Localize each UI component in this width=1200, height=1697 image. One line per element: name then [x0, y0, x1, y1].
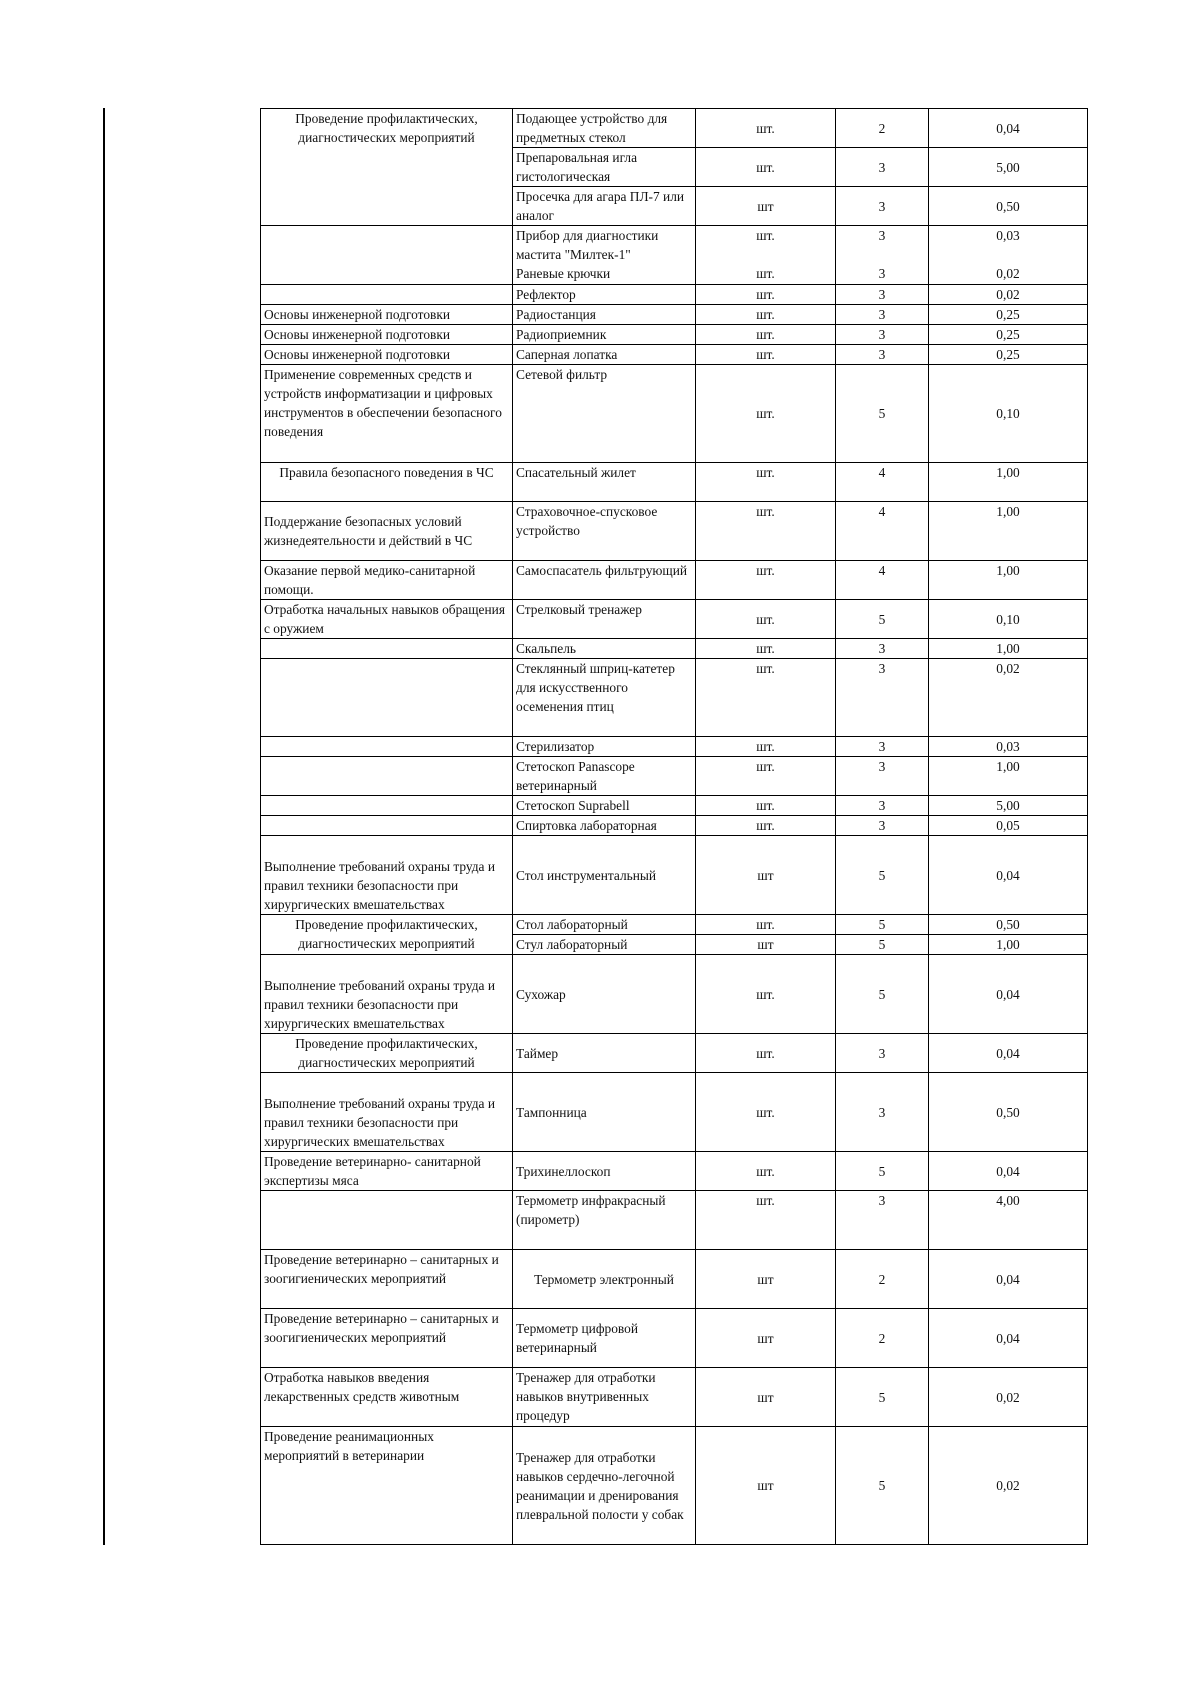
table-row: [261, 1427, 1088, 1545]
activity-cell: Основы инженерной подготовки: [261, 305, 513, 325]
coefficient-cell: 0,04: [929, 109, 1088, 148]
coefficient-cell: 0,50: [929, 915, 1088, 935]
activity-cell: [261, 796, 513, 816]
item-cell: Стрелковый тренажер: [513, 600, 696, 639]
table-row: [261, 737, 1088, 757]
table-row: [261, 561, 1088, 600]
unit-cell: шт.: [696, 325, 836, 345]
quantity-cell: 3: [836, 816, 929, 836]
unit-cell: [696, 226, 836, 285]
quantity-cell: 3: [836, 1034, 929, 1073]
unit-cell: шт.: [696, 600, 836, 639]
quantity-cell: 4: [836, 561, 929, 600]
activity-cell: Проведение ветеринарно – санитарных и зоогигиенических мероприятий: [261, 1309, 513, 1368]
quantity-cell-value: 3: [878, 266, 886, 281]
table-row: [261, 915, 1088, 935]
unit-cell: шт.: [696, 502, 836, 561]
unit-cell: шт.: [696, 365, 836, 463]
quantity-cell: [836, 226, 929, 285]
unit-cell: шт.: [696, 109, 836, 148]
unit-cell: шт.: [696, 955, 836, 1034]
quantity-cell: 3: [836, 757, 929, 796]
activity-cell: Проведение реанимационных мероприятий в ветеринарии: [261, 1427, 513, 1545]
activity-cell: Проведение ветеринарно – санитарных и зоогигиенических мероприятий: [261, 1250, 513, 1309]
table-row: [261, 600, 1088, 639]
item-cell: Тренажер для отработки навыков сердечно-легочной реанимации и дренирования плевральной полости у собак: [513, 1427, 696, 1545]
coefficient-cell: 0,10: [929, 365, 1088, 463]
quantity-cell: 5: [836, 955, 929, 1034]
activity-cell: Проведение ветеринарно- санитарной экспертизы мяса: [261, 1152, 513, 1191]
quantity-cell: 3: [836, 345, 929, 365]
coefficient-cell: 1,00: [929, 463, 1088, 502]
table-row: [261, 1309, 1088, 1368]
quantity-cell: 4: [836, 502, 929, 561]
activity-cell: [261, 816, 513, 836]
unit-cell: шт: [696, 1250, 836, 1309]
coefficient-cell: 1,00: [929, 561, 1088, 600]
table-row: [261, 345, 1088, 365]
item-cell: Стетоскоп Suprabell: [513, 796, 696, 816]
item-cell: Радиостанция: [513, 305, 696, 325]
coefficient-cell: 0,03: [929, 737, 1088, 757]
table-row: [261, 109, 1088, 148]
item-cell: Стол инструментальный: [513, 836, 696, 915]
item-cell: Стерилизатор: [513, 737, 696, 757]
coefficient-cell-value: 0,03: [996, 228, 1020, 243]
table-row: [261, 1250, 1088, 1309]
coefficient-cell: 0,04: [929, 1250, 1088, 1309]
table-row: [261, 1073, 1088, 1152]
item-cell: Самоспасатель фильтрующий: [513, 561, 696, 600]
table-row: [261, 1152, 1088, 1191]
coefficient-cell-value: 0,02: [996, 266, 1020, 281]
unit-cell: шт: [696, 187, 836, 226]
coefficient-cell: 4,00: [929, 1191, 1088, 1250]
item-cell: Саперная лопатка: [513, 345, 696, 365]
coefficient-cell: 0,25: [929, 305, 1088, 325]
table-row: [261, 285, 1088, 305]
quantity-cell: 3: [836, 659, 929, 737]
unit-cell: шт.: [696, 463, 836, 502]
quantity-cell: 5: [836, 836, 929, 915]
quantity-cell: 3: [836, 1073, 929, 1152]
item-cell: Спиртовка лабораторная: [513, 816, 696, 836]
equipment-table: [260, 108, 1088, 1545]
activity-cell: [261, 285, 513, 305]
quantity-cell: 3: [836, 148, 929, 187]
table-row: [261, 757, 1088, 796]
item-cell: Тренажер для отработки навыков внутривенных процедур: [513, 1368, 696, 1427]
activity-cell: Основы инженерной подготовки: [261, 325, 513, 345]
table-row: [261, 836, 1088, 915]
coefficient-cell: 0,50: [929, 187, 1088, 226]
coefficient-cell: 1,00: [929, 502, 1088, 561]
equipment-table-body: [261, 109, 1088, 1545]
table-row: [261, 659, 1088, 737]
quantity-cell: 3: [836, 639, 929, 659]
unit-cell: шт.: [696, 816, 836, 836]
quantity-cell: 3: [836, 285, 929, 305]
unit-cell: шт.: [696, 1034, 836, 1073]
quantity-cell: 5: [836, 1152, 929, 1191]
coefficient-cell: 1,00: [929, 757, 1088, 796]
unit-cell: шт: [696, 935, 836, 955]
table-row: [261, 1191, 1088, 1250]
item-cell: Радиоприемник: [513, 325, 696, 345]
quantity-cell: 3: [836, 1191, 929, 1250]
item-cell: Страховочное-спусковое устройство: [513, 502, 696, 561]
coefficient-cell: 1,00: [929, 935, 1088, 955]
item-cell: Скальпель: [513, 639, 696, 659]
activity-cell: Оказание первой медико-санитарной помощи.: [261, 561, 513, 600]
coefficient-cell: 0,05: [929, 816, 1088, 836]
table-row: [261, 463, 1088, 502]
item-cell: Рефлектор: [513, 285, 696, 305]
unit-cell: шт.: [696, 305, 836, 325]
activity-cell: Применение современных средств и устройств информатизации и цифровых инструментов в обеспечении безопасного поведения: [261, 365, 513, 463]
table-row: [261, 1034, 1088, 1073]
item-cell: Стеклянный шприц-катетер для искусственного осеменения птиц: [513, 659, 696, 737]
item-cell: [513, 226, 696, 285]
unit-cell: шт: [696, 1427, 836, 1545]
coefficient-cell: 0,04: [929, 1309, 1088, 1368]
item-cell-value: Раневые крючки: [516, 266, 611, 281]
coefficient-cell: 0,50: [929, 1073, 1088, 1152]
unit-cell: шт.: [696, 345, 836, 365]
coefficient-cell: 0,02: [929, 285, 1088, 305]
unit-cell: шт.: [696, 757, 836, 796]
quantity-cell-value: 3: [878, 228, 886, 243]
table-row: [261, 796, 1088, 816]
unit-cell: шт.: [696, 1073, 836, 1152]
quantity-cell: 2: [836, 1250, 929, 1309]
table-row: [261, 305, 1088, 325]
unit-cell: шт.: [696, 285, 836, 305]
item-cell: Подающее устройство для предметных стекол: [513, 109, 696, 148]
coefficient-cell: 1,00: [929, 639, 1088, 659]
table-row: [261, 325, 1088, 345]
coefficient-cell: 0,04: [929, 955, 1088, 1034]
coefficient-cell: 0,02: [929, 1427, 1088, 1545]
quantity-cell: 5: [836, 935, 929, 955]
activity-cell: Отработка навыков введения лекарственных средств животным: [261, 1368, 513, 1427]
quantity-cell: 5: [836, 1368, 929, 1427]
unit-cell: шт.: [696, 1152, 836, 1191]
activity-cell: [261, 639, 513, 659]
coefficient-cell: 0,02: [929, 1368, 1088, 1427]
coefficient-cell: 5,00: [929, 796, 1088, 816]
item-cell: Трихинеллоскоп: [513, 1152, 696, 1191]
table-row: [261, 639, 1088, 659]
quantity-cell: 3: [836, 796, 929, 816]
unit-cell: шт.: [696, 737, 836, 757]
item-cell: Сухожар: [513, 955, 696, 1034]
coefficient-cell: 0,02: [929, 659, 1088, 737]
unit-cell-value: шт.: [756, 266, 775, 281]
item-cell: Стетоскоп Panascope ветеринарный: [513, 757, 696, 796]
coefficient-cell: 0,04: [929, 1152, 1088, 1191]
table-row: [261, 226, 1088, 285]
unit-cell: шт: [696, 1309, 836, 1368]
activity-cell: Отработка начальных навыков обращения с оружием: [261, 600, 513, 639]
activity-cell: Поддержание безопасных условий жизнедеятельности и действий в ЧС: [261, 502, 513, 561]
coefficient-cell: 0,04: [929, 836, 1088, 915]
item-cell: Таймер: [513, 1034, 696, 1073]
coefficient-cell: 0,25: [929, 345, 1088, 365]
unit-cell: шт.: [696, 148, 836, 187]
quantity-cell: 5: [836, 600, 929, 639]
item-cell: Просечка для агара ПЛ-7 или аналог: [513, 187, 696, 226]
activity-cell: Основы инженерной подготовки: [261, 345, 513, 365]
quantity-cell: 4: [836, 463, 929, 502]
activity-cell: [261, 1191, 513, 1250]
activity-cell: [261, 226, 513, 285]
table-row: [261, 365, 1088, 463]
activity-cell: [261, 737, 513, 757]
activity-cell: Выполнение требований охраны труда и правил техники безопасности при хирургических вмешательствах: [261, 1073, 513, 1152]
quantity-cell: 3: [836, 187, 929, 226]
unit-cell: шт.: [696, 915, 836, 935]
item-cell: Спасательный жилет: [513, 463, 696, 502]
coefficient-cell: 0,04: [929, 1034, 1088, 1073]
unit-cell: шт: [696, 836, 836, 915]
activity-cell: Правила безопасного поведения в ЧС: [261, 463, 513, 502]
unit-cell: шт.: [696, 796, 836, 816]
item-cell: Тампонница: [513, 1073, 696, 1152]
quantity-cell: 3: [836, 325, 929, 345]
table-row: [261, 502, 1088, 561]
item-cell: Сетевой фильтр: [513, 365, 696, 463]
activity-cell: [261, 757, 513, 796]
quantity-cell: 3: [836, 737, 929, 757]
coefficient-cell: 0,10: [929, 600, 1088, 639]
quantity-cell: 3: [836, 305, 929, 325]
coefficient-cell: [929, 226, 1088, 285]
item-cell: Стол лабораторный: [513, 915, 696, 935]
item-cell: Термометр цифровой ветеринарный: [513, 1309, 696, 1368]
quantity-cell: 5: [836, 1427, 929, 1545]
unit-cell: шт.: [696, 1191, 836, 1250]
unit-cell: шт.: [696, 639, 836, 659]
activity-cell: Выполнение требований охраны труда и правил техники безопасности при хирургических вмешательствах: [261, 955, 513, 1034]
activity-cell: [261, 659, 513, 737]
item-cell: Стул лабораторный: [513, 935, 696, 955]
quantity-cell: 2: [836, 1309, 929, 1368]
activity-cell: Выполнение требований охраны труда и правил техники безопасности при хирургических вмешательствах: [261, 836, 513, 915]
item-cell: Препаровальная игла гистологическая: [513, 148, 696, 187]
unit-cell: шт.: [696, 561, 836, 600]
left-margin-line: [103, 108, 105, 1545]
coefficient-cell: 5,00: [929, 148, 1088, 187]
quantity-cell: 5: [836, 365, 929, 463]
quantity-cell: 2: [836, 109, 929, 148]
item-cell-value: Прибор для диагностики мастита "Милтек-1": [516, 228, 659, 262]
activity-cell: Проведение профилактических, диагностических мероприятий: [261, 109, 513, 226]
item-cell: Термометр инфракрасный (пирометр): [513, 1191, 696, 1250]
quantity-cell: 5: [836, 915, 929, 935]
table-row: [261, 1368, 1088, 1427]
unit-cell: шт: [696, 1368, 836, 1427]
unit-cell-value: шт.: [756, 228, 775, 243]
item-cell: Термометр электронный: [513, 1250, 696, 1309]
activity-cell: Проведение профилактических, диагностических мероприятий: [261, 1034, 513, 1073]
table-row: [261, 955, 1088, 1034]
table-row: [261, 816, 1088, 836]
unit-cell: шт.: [696, 659, 836, 737]
coefficient-cell: 0,25: [929, 325, 1088, 345]
activity-cell: Проведение профилактических, диагностических мероприятий: [261, 915, 513, 955]
